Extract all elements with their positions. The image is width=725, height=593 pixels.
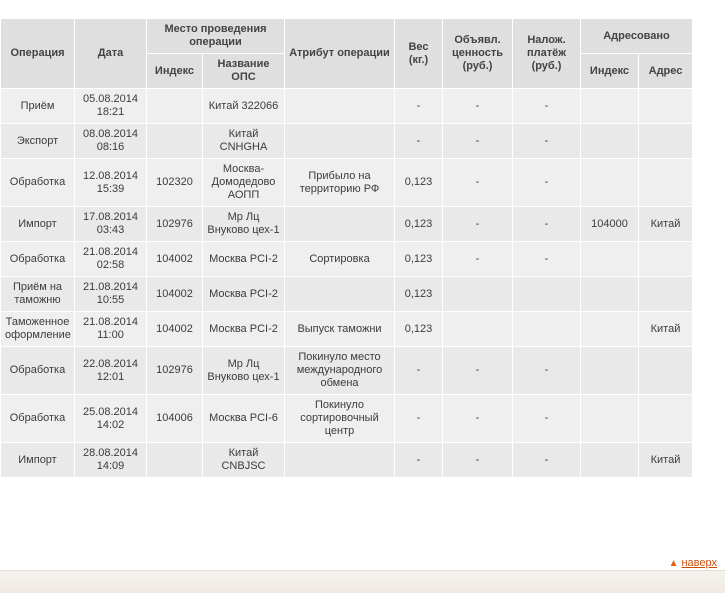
arrow-up-icon: ▲	[668, 558, 679, 569]
cell-addressed-address	[639, 89, 693, 124]
cell-attribute	[285, 277, 395, 312]
cell-weight: 0,123	[395, 242, 443, 277]
cell-weight: -	[395, 395, 443, 443]
top-spacer	[0, 0, 725, 18]
cell-cod: -	[513, 207, 581, 242]
cell-operation: Приём	[1, 89, 75, 124]
tracking-table-container	[0, 18, 685, 478]
cell-operation: Обработка	[1, 395, 75, 443]
cell-weight: 0,123	[395, 159, 443, 207]
cell-place-index	[147, 89, 203, 124]
cell-declared-value	[443, 277, 513, 312]
table-row	[1, 124, 693, 159]
cell-date: 25.08.2014 14:02	[75, 395, 147, 443]
cell-addressed-address	[639, 242, 693, 277]
cell-cod: -	[513, 89, 581, 124]
cell-weight: -	[395, 443, 443, 478]
cell-place-index	[147, 124, 203, 159]
cell-addressed-index	[581, 443, 639, 478]
cell-place-name: Китай CNBJSC	[203, 443, 285, 478]
cell-place-index	[147, 443, 203, 478]
cell-place-name: Москва-Домодедово АОПП	[203, 159, 285, 207]
cell-date: 21.08.2014 10:55	[75, 277, 147, 312]
cell-addressed-address: Китай	[639, 443, 693, 478]
cell-weight: 0,123	[395, 312, 443, 347]
column-header-date: Дата	[75, 19, 147, 89]
cell-declared-value: -	[443, 89, 513, 124]
cell-attribute	[285, 124, 395, 159]
cell-date: 21.08.2014 02:58	[75, 242, 147, 277]
column-header-addressed-index: Индекс	[581, 54, 639, 89]
cell-declared-value: -	[443, 347, 513, 395]
cell-addressed-address	[639, 124, 693, 159]
table-body	[1, 89, 693, 478]
cell-declared-value: -	[443, 159, 513, 207]
cell-place-name: Китай CNHGHA	[203, 124, 285, 159]
cell-cod: -	[513, 395, 581, 443]
cell-addressed-index	[581, 312, 639, 347]
cell-operation: Обработка	[1, 347, 75, 395]
scroll-to-top-link[interactable]	[669, 557, 717, 569]
cell-date: 22.08.2014 12:01	[75, 347, 147, 395]
cell-declared-value: -	[443, 395, 513, 443]
cell-cod	[513, 277, 581, 312]
table-row	[1, 242, 693, 277]
cell-attribute	[285, 89, 395, 124]
cell-addressed-index	[581, 124, 639, 159]
cell-date: 05.08.2014 18:21	[75, 89, 147, 124]
cell-weight: -	[395, 124, 443, 159]
cell-cod: -	[513, 347, 581, 395]
cell-addressed-index	[581, 395, 639, 443]
cell-date: 12.08.2014 15:39	[75, 159, 147, 207]
cell-declared-value: -	[443, 242, 513, 277]
cell-attribute	[285, 443, 395, 478]
cell-place-index: 104006	[147, 395, 203, 443]
cell-date: 21.08.2014 11:00	[75, 312, 147, 347]
table-row	[1, 159, 693, 207]
table-header	[1, 19, 693, 89]
cell-attribute: Сортировка	[285, 242, 395, 277]
cell-operation: Обработка	[1, 159, 75, 207]
cell-place-index: 102976	[147, 347, 203, 395]
column-header-place-name: Название ОПС	[203, 54, 285, 89]
column-header-attribute: Атрибут операции	[285, 19, 395, 89]
cell-addressed-address	[639, 395, 693, 443]
column-header-addressed-group: Адресовано	[581, 19, 693, 54]
cell-operation: Импорт	[1, 443, 75, 478]
column-header-place-index: Индекс	[147, 54, 203, 89]
column-header-operation: Операция	[1, 19, 75, 89]
cell-addressed-index: 104000	[581, 207, 639, 242]
table-row	[1, 312, 693, 347]
table-row	[1, 207, 693, 242]
column-header-weight: Вес (кг.)	[395, 19, 443, 89]
column-header-addressed-address: Адрес	[639, 54, 693, 89]
cell-cod: -	[513, 124, 581, 159]
cell-addressed-address	[639, 347, 693, 395]
cell-addressed-address: Китай	[639, 312, 693, 347]
cell-addressed-address: Китай	[639, 207, 693, 242]
cell-declared-value: -	[443, 124, 513, 159]
cell-date: 08.08.2014 08:16	[75, 124, 147, 159]
column-header-place-group: Место проведения операции	[147, 19, 285, 54]
cell-attribute: Выпуск таможни	[285, 312, 395, 347]
cell-declared-value	[443, 312, 513, 347]
table-row	[1, 347, 693, 395]
cell-addressed-index	[581, 242, 639, 277]
cell-cod: -	[513, 443, 581, 478]
cell-place-name: Москва PCI-6	[203, 395, 285, 443]
cell-place-name: Москва PCI-2	[203, 277, 285, 312]
cell-place-index: 104002	[147, 312, 203, 347]
cell-cod: -	[513, 159, 581, 207]
cell-weight: 0,123	[395, 277, 443, 312]
cell-operation: Таможенное оформление	[1, 312, 75, 347]
cell-addressed-index	[581, 89, 639, 124]
cell-attribute	[285, 207, 395, 242]
table-row	[1, 277, 693, 312]
cell-cod	[513, 312, 581, 347]
header-row-top	[1, 19, 693, 54]
cell-weight: -	[395, 89, 443, 124]
cell-attribute: Прибыло на территорию РФ	[285, 159, 395, 207]
cell-place-index: 102320	[147, 159, 203, 207]
cell-place-index: 102976	[147, 207, 203, 242]
cell-operation: Приём на таможню	[1, 277, 75, 312]
cell-place-name: Москва PCI-2	[203, 312, 285, 347]
column-header-declared-value: Объявл. ценность (руб.)	[443, 19, 513, 89]
scroll-to-top-label: наверх	[681, 557, 717, 569]
cell-operation: Обработка	[1, 242, 75, 277]
cell-place-index: 104002	[147, 277, 203, 312]
cell-addressed-index	[581, 347, 639, 395]
cell-place-name: Китай 322066	[203, 89, 285, 124]
cell-cod: -	[513, 242, 581, 277]
cell-addressed-index	[581, 277, 639, 312]
cell-place-name: Мр Лц Внуково цех-1	[203, 207, 285, 242]
cell-addressed-address	[639, 159, 693, 207]
cell-attribute: Покинуло место международного обмена	[285, 347, 395, 395]
cell-place-name: Москва PCI-2	[203, 242, 285, 277]
cell-weight: 0,123	[395, 207, 443, 242]
cell-declared-value: -	[443, 207, 513, 242]
column-header-cod: Налож. платёж (руб.)	[513, 19, 581, 89]
cell-attribute: Покинуло сортировочный центр	[285, 395, 395, 443]
cell-operation: Импорт	[1, 207, 75, 242]
table-row	[1, 89, 693, 124]
cell-addressed-index	[581, 159, 639, 207]
cell-addressed-address	[639, 277, 693, 312]
page-footer-bar	[0, 570, 725, 593]
cell-date: 17.08.2014 03:43	[75, 207, 147, 242]
table-row	[1, 443, 693, 478]
cell-date: 28.08.2014 14:09	[75, 443, 147, 478]
table-row	[1, 395, 693, 443]
cell-weight: -	[395, 347, 443, 395]
cell-operation: Экспорт	[1, 124, 75, 159]
tracking-table	[0, 18, 693, 478]
cell-place-index: 104002	[147, 242, 203, 277]
cell-place-name: Мр Лц Внуково цех-1	[203, 347, 285, 395]
cell-declared-value: -	[443, 443, 513, 478]
